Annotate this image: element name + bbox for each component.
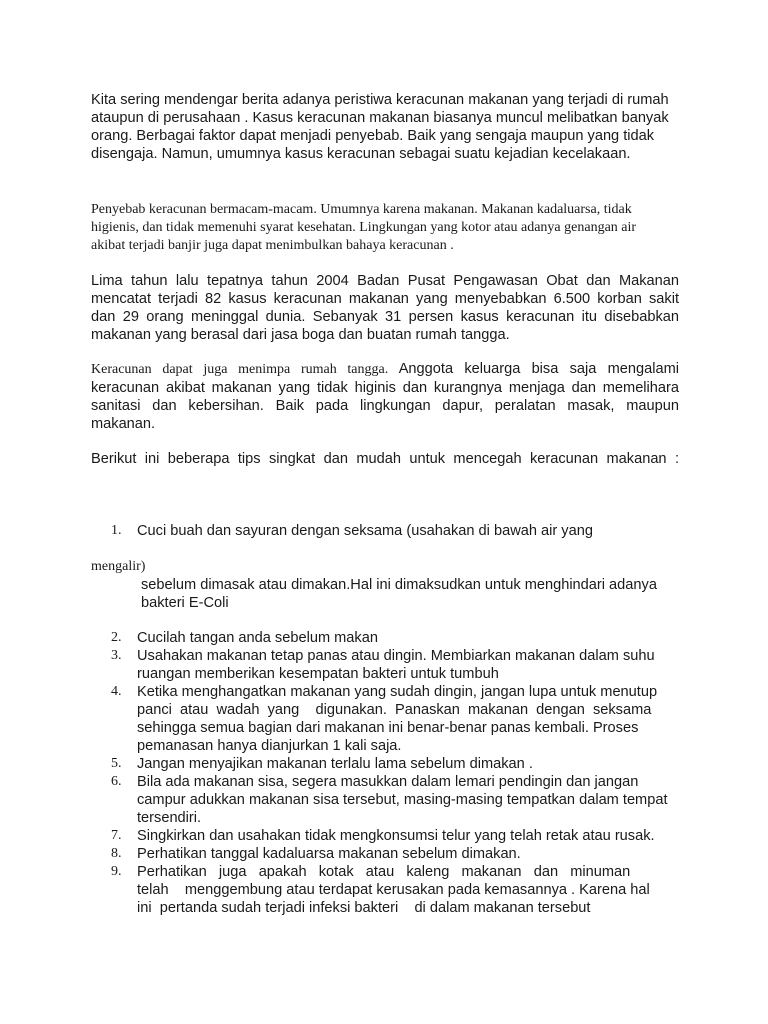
text-line: Singkirkan dan usahakan tidak mengkonsumsi telur yang telah retak atau rusak. — [137, 828, 655, 844]
text-line: Berikut ini beberapa tips singkat dan mudah untuk mencegah keracunan makanan : — [91, 451, 679, 467]
text-line: dan 29 orang meninggal dunia. Sebanyak 31 persen kasus keracunan itu disebabkan — [91, 309, 679, 325]
text-line: Jangan menyajikan makanan terlalu lama sebelum dimakan . — [137, 756, 533, 772]
text-line: bakteri E-Coli — [141, 595, 229, 611]
text-line: mencatat terjadi 82 kasus keracunan makanan yang menyebabkan 6.500 korban sakit — [91, 291, 679, 307]
list-number: 9. — [111, 864, 122, 879]
text-line: panci atau wadah yang digunakan. Panaskan makanan dengan seksama — [137, 702, 652, 718]
paragraph-causes — [91, 201, 679, 255]
text-line: ruangan memberikan kesempatan bakteri untuk tumbuh — [137, 666, 499, 682]
text-line: Penyebab keracunan bermacam-macam. Umumnya karena makanan. Makanan kadaluarsa, tidak — [91, 202, 632, 217]
text-line: orang. Berbagai faktor dapat menjadi penyebab. Baik yang sengaja maupun yang tidak — [91, 128, 655, 144]
text-line: makanan. — [91, 416, 156, 432]
text-line: Usahakan makanan tetap panas atau dingin. Membiarkan makanan dalam suhu — [137, 648, 655, 664]
serif-lead-text: Keracunan dapat juga menimpa rumah tangga. — [91, 362, 389, 377]
text-line: disengaja. Namun, umumnya kasus keracunan sebagai suatu kejadian kecelakaan. — [91, 146, 631, 162]
text-line: ataupun di perusahaan . Kasus keracunan makanan biasanya muncul melibatkan banyak — [91, 110, 669, 126]
list-number: 4. — [111, 684, 122, 699]
text-line: Cucilah tangan anda sebelum makan — [137, 630, 378, 646]
text-line: telah menggembung atau terdapat kerusakan pada kemasannya . Karena hal — [137, 882, 650, 898]
paragraph-household — [91, 360, 679, 433]
paragraph-tips-intro — [91, 450, 679, 468]
text-line: mengalir) — [91, 559, 146, 574]
text-line: Lima tahun lalu tepatnya tahun 2004 Badan Pusat Pengawasan Obat dan Makanan — [91, 273, 679, 289]
list-number: 5. — [111, 756, 122, 771]
list-number: 2. — [111, 630, 122, 645]
text-line: Perhatikan tanggal kadaluarsa makanan sebelum dimakan. — [137, 846, 521, 862]
text-line: campur adukkan makanan sisa tersebut, masing-masing tempatkan dalam tempat — [137, 792, 668, 808]
text-line — [91, 360, 679, 379]
text-line: sanitasi dan kebersihan. Baik pada lingkungan dapur, peralatan masak, maupun — [91, 398, 679, 414]
list-number: 7. — [111, 828, 122, 843]
list-item-wrap — [91, 558, 679, 576]
text-line: Ketika menghangatkan makanan yang sudah dingin, jangan lupa untuk menutup — [137, 684, 658, 700]
text-line: pemanasan hanya dianjurkan 1 kali saja. — [137, 738, 402, 754]
paragraph-intro — [91, 91, 679, 163]
paragraph-statistics — [91, 272, 679, 344]
text-line: Bila ada makanan sisa, segera masukkan dalam lemari pendingin dan jangan — [137, 774, 639, 790]
text-line: Kita sering mendengar berita adanya peristiwa keracunan makanan yang terjadi di rumah — [91, 92, 669, 108]
list-number: 3. — [111, 648, 122, 663]
text-line: sehingga semua bagian dari makanan ini benar-benar panas kembali. Proses — [137, 720, 639, 736]
text-line: akibat terjadi banjir juga dapat menimbulkan bahaya keracunan . — [91, 238, 454, 253]
text-line: tersendiri. — [137, 810, 202, 826]
text-line: keracunan akibat makanan yang tidak higinis dan kurangnya menjaga dan memelihara — [91, 380, 679, 396]
text-line: Perhatikan juga apakah kotak atau kaleng makanan dan minuman — [137, 864, 631, 880]
list-number: 8. — [111, 846, 122, 861]
list-number: 6. — [111, 774, 122, 789]
text-segment: Anggota keluarga bisa saja mengalami — [398, 361, 680, 377]
text-line: sebelum dimasak atau dimakan.Hal ini dimaksudkan untuk menghindari adanya — [141, 577, 657, 593]
text-line: ini pertanda sudah terjadi infeksi bakteri di dalam makanan tersebut — [137, 900, 591, 916]
list-item-text: Cuci buah dan sayuran dengan seksama (usahakan di bawah air yang — [137, 523, 593, 539]
list-number: 1. — [111, 523, 122, 538]
text-line: makanan yang berasal dari jasa boga dan buatan rumah tangga. — [91, 327, 510, 343]
text-line: higienis, dan tidak memenuhi syarat kesehatan. Lingkungan yang kotor atau adanya genangan air — [91, 220, 637, 235]
